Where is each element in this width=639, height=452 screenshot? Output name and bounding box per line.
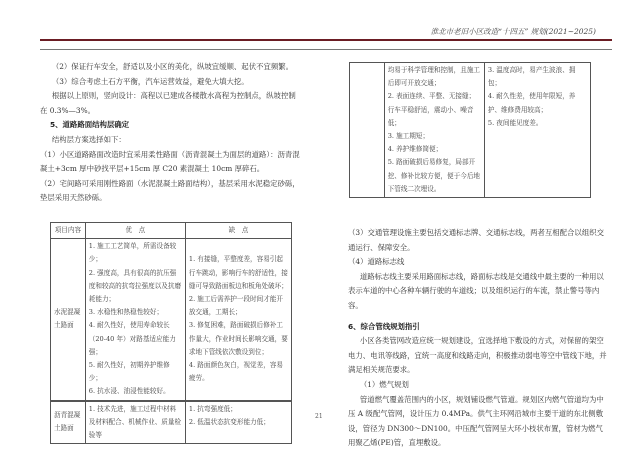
paragraph: 道路标志线主要采用路面标志线，路面标志线是交通线中最主要的一种用以表示车道的中心各种车辆行驶的车道线；以及组织运行的车流，禁止警号等内容。 <box>348 271 604 310</box>
header-pros: 优 点 <box>85 223 185 239</box>
page-number: 21 <box>315 413 323 420</box>
paragraph: （3）综合考虑土石方平衡，汽车运营效益，避免大填大挖。 <box>51 76 249 86</box>
header-cons: 缺 点 <box>185 223 291 239</box>
cons-item: 4. 耐久性差，使用年限短，养护、维修费用较高； <box>487 92 576 114</box>
paragraph: 结构层方案选择如下： <box>51 134 126 144</box>
section-heading-6: 6、综合管线规划指引 <box>348 321 420 331</box>
pros-item: 4. 耐久性好，使用寿命较长（20-40 年）对路基适应能力强； <box>88 321 176 356</box>
document-title: 淮北市老旧小区改造“十四五” 规划(2021~2025) <box>430 27 596 36</box>
paragraph: 管道燃气覆盖范围内的小区，规划铺设燃气管道。规划区内燃气管道均为中压 A 级配气管网，设计压力 0.4MPa。供气主环网沿城市主要干道的东北侧敷设，管径为 DN300～DN100。中压配气管网呈大环小枝状布置，管材为燃气用聚乙烯(PE)管，直埋敷设。 <box>348 394 604 448</box>
paragraph: （3）交通管理设施主要包括交通标志牌、交通标志线，两者互相配合以组织交通运行、保障安全。 <box>348 228 604 252</box>
cons-item: 4. 路面颜色灰白，视觉差，容易疲劳。 <box>188 361 284 383</box>
row-pros: 1. 技术先进，施工过程中材料及材料配合、机械作业、质量检验等 <box>85 401 185 444</box>
paragraph: （2）保证行车安全，舒适以及小区的美化，纵坡宜缓顺、起伏不宜频繁。 <box>51 62 294 71</box>
table-row <box>51 401 292 444</box>
pros-item: 3. 施工期短； <box>387 132 430 141</box>
pros-item: 2. 表面连续、平整、无接缝；行车平稳舒适，震动小、噪音低； <box>387 92 476 127</box>
row-cons <box>185 401 291 444</box>
cons-item: 1. 有接缝，平整度差，容易引起行车跳动，影响行车的舒适性，接缝可导致路面板边和板角处破坏； <box>188 255 288 290</box>
cons-item: 5. 夜间能见度差。 <box>487 118 543 127</box>
paragraph: （1）燃气规划 <box>359 379 409 389</box>
table-header-row <box>51 223 292 239</box>
row-cons-continued <box>484 63 590 198</box>
pavement-comparison-table <box>50 222 292 444</box>
row-item: 水泥混凝土路面 <box>51 239 86 401</box>
cons-item: 1. 抗弯强度低； <box>188 404 237 413</box>
header-item: 项目内容 <box>51 223 86 239</box>
row-pros-continued <box>384 63 484 198</box>
cons-item: 2. 施工后需养护一段时间才能开放交通，工期长； <box>188 295 284 317</box>
pros-item: 均易于科学管理和控制，且施工后即可开放交通； <box>387 66 481 88</box>
pros-item: 3. 水稳性和热稳性较好； <box>88 308 164 317</box>
section-heading-5: 5、道路路面结构层确定 <box>50 120 130 130</box>
cons-item: 2. 低温状态抗变形能力低； <box>188 417 270 426</box>
row-pros <box>85 239 185 401</box>
pros-item: 2. 强度高，具有很高的抗压强度和较高的抗弯拉强度以及抗磨耗能力； <box>88 268 182 304</box>
paragraph: （2）宅间路可采用刚性路面（水泥混凝土路面结构），基层采用水泥稳定砂砾，垫层采用天然砂砾。 <box>40 178 300 203</box>
row-item: 沥青混凝土路面 <box>51 401 86 444</box>
pros-item: 5. 耐久性好，初期养护维修少； <box>88 361 170 383</box>
row-item-continued <box>350 63 385 198</box>
paragraph: 小区各类管网改造应统一规划建设，宜选择地下敷设的方式，对保留的架空电力、电讯等线路，宜统一高度和线路走向，积极推动弱电等空中管线下地，并满足相关规范要求。 <box>348 336 607 375</box>
pros-item: 5. 路面破损后易修复，局部开挖、修补比较方便，便于今后地下管线二次埋设。 <box>387 158 481 193</box>
paragraph: 根据以上原则，竖向设计：高程以已建成各楼散水高程为控制点，纵坡控制在 0.3%—3%。 <box>40 91 296 115</box>
pavement-comparison-table-continued <box>349 62 591 198</box>
pros-item: 1. 施工工艺简单，所需设备较少； <box>88 242 177 264</box>
left-column <box>40 60 302 206</box>
paragraph: （1）小区道路路面改造时宜采用柔性路面（沥青混凝土为面层的道路）：沥青混凝土+3cm 厚中砂找平层+15cm 厚 C20 素混凝土 10cm 厚碎石。 <box>40 149 300 174</box>
pros-item: 4. 养护维修简便； <box>387 145 443 154</box>
cons-item: 3. 修复困难，路面破损后修补工作量大，作业时间长影响交通，要求地下管线依次敷设到位； <box>188 321 288 356</box>
table-row <box>51 239 292 401</box>
header-rule-primary <box>40 39 612 41</box>
table-row <box>350 63 591 198</box>
paragraph: （4）道路标志线 <box>348 257 405 267</box>
pros-item: 6. 抗水浸、油浸性能较好。 <box>88 387 170 396</box>
cons-item: 3. 温度高时，易产生波浪、拥包； <box>487 66 576 88</box>
right-column <box>348 226 610 451</box>
header-rule-secondary <box>40 49 612 50</box>
row-cons <box>185 239 291 401</box>
